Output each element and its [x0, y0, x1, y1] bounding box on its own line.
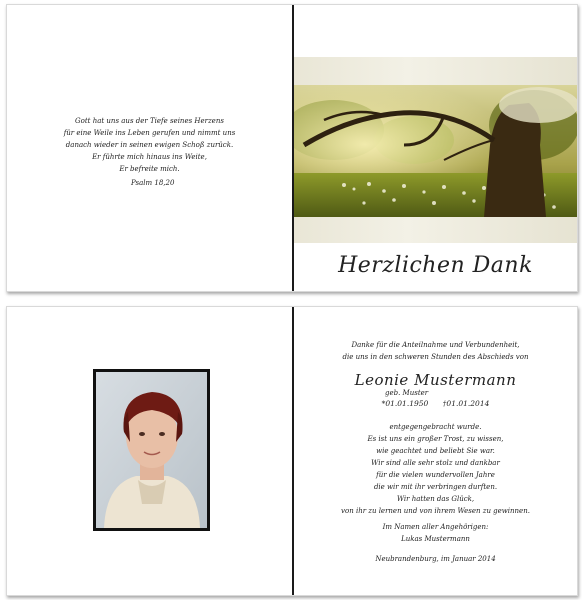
- deceased-name: Leonie Mustermann: [354, 371, 517, 389]
- body-line: für die vielen wundervollen Jahre: [376, 471, 495, 479]
- family-line: Im Namen aller Angehörigen:: [382, 523, 489, 531]
- body-line: wie geachtet und beliebt Sie war.: [376, 447, 495, 455]
- place-date: Neubrandenburg, im Januar 2014: [375, 555, 496, 563]
- band-fade-top: [294, 57, 577, 85]
- body-line: die wir mit ihr verbringen durften.: [373, 483, 498, 491]
- psalm-verse: [7, 115, 292, 175]
- verse-line: Er führte mich hinaus ins Weite,: [92, 153, 207, 161]
- family-signature: [294, 521, 577, 545]
- gratitude-text: [294, 493, 577, 517]
- thanks-title: Herzlichen Dank: [338, 253, 533, 278]
- verse-line: danach wieder in seinen ewigen Schoß zurück.: [65, 141, 234, 149]
- band-fade-bottom: [294, 217, 577, 243]
- intro-line: Danke für die Anteilnahme und Verbundenheit,: [351, 341, 520, 349]
- body-line: Wir sind alle sehr stolz und dankbar: [371, 459, 500, 467]
- intro-text: [294, 339, 577, 363]
- portrait-photo: [96, 372, 207, 528]
- gratitude-line: Wir hatten das Glück,: [396, 495, 475, 503]
- verse-source: Psalm 18,20: [131, 179, 175, 187]
- body-line: Es ist uns ein großer Trost, zu wissen,: [367, 435, 504, 443]
- portrait-frame: [93, 369, 210, 531]
- life-dates: *01.01.1950 †01.01.2014: [381, 399, 490, 408]
- card-inner-spread: [6, 306, 578, 596]
- verse-line: für eine Weile ins Leben gerufen und nimmt uns: [63, 129, 236, 137]
- born-name: geb. Muster: [385, 389, 429, 397]
- gratitude-line: von ihr zu lernen und von ihrem Wesen zu gewinnen.: [341, 507, 530, 515]
- body-line: entgegengebracht wurde.: [389, 423, 482, 431]
- tree-photo-band: [294, 57, 577, 243]
- verse-line: Er befreite mich.: [119, 165, 180, 173]
- tree-photo: [294, 85, 577, 217]
- family-line: Lukas Mustermann: [401, 535, 470, 543]
- verse-line: Gott hat uns aus der Tiefe seines Herzens: [75, 117, 224, 125]
- intro-line: die uns in den schweren Stunden des Abschieds von: [342, 353, 529, 361]
- body-text: [294, 421, 577, 493]
- card-outer-spread: [6, 4, 578, 292]
